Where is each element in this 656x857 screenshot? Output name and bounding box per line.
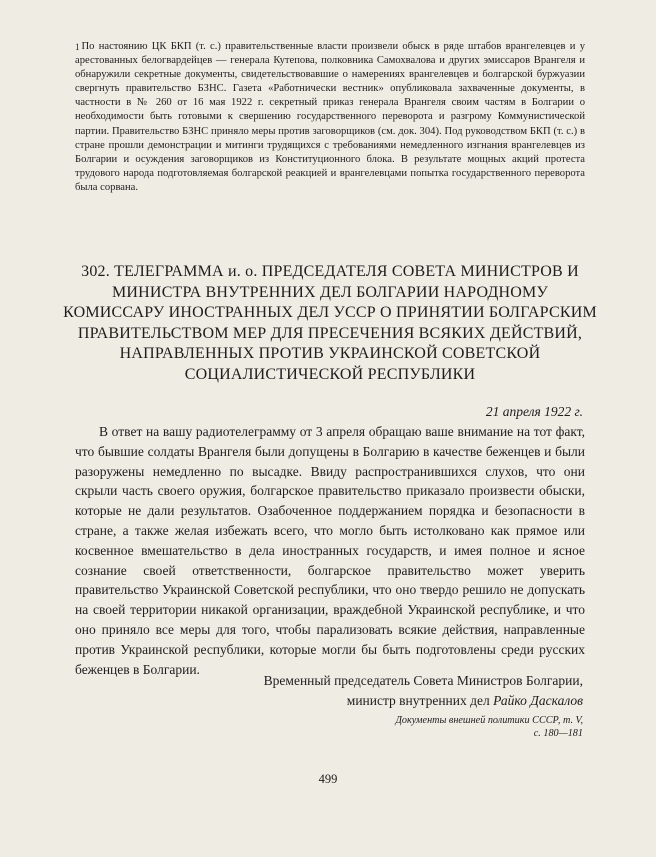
source-line-2: с. 180—181 <box>533 728 583 739</box>
telegram-body: В ответ на вашу радиотелеграмму от 3 апреля обращаю ваше внимание на тот факт, что бывшие солдаты Врангеля были допущены в Болгарию в качестве беженцев и были разоружены немедленно по высадке. Ввиду распространившихся слухов, что они скрыли часть своего оружия, болгарское правительство приказало произвести обыски, которые не дали результатов. Озабоченное поддержанием порядка и безопасности в стране, а также желая избежать всего, что могло быть истолковано как прямое или косвенное вмешательство в дела иностранных государств, и имея полное и ясное сознание своей ответственности, болгарское правительство может уверить правительство Украинской Советской республики, что оно твердо решило не допускать на своей территории никакой организации, враждебной Украинской республике, и что оно приняло все меры для того, чтобы парализовать всякие действия, направленные против Украинской республики, которые могли бы быть подготовлены среди русских беженцев в Болгарии. <box>75 424 585 677</box>
source-citation <box>283 714 583 740</box>
signature-block <box>153 671 583 711</box>
page-number: 499 <box>318 772 338 786</box>
signature-name: Райко Даскалов <box>493 692 583 708</box>
footnote-mark: 1 <box>75 42 80 52</box>
signature-line-2 <box>153 691 583 711</box>
footnote <box>75 40 585 195</box>
footnote-text: По настоянию ЦК БКП (т. с.) правительственные власти произвели обыск в ряде штабов врангелевцев и у арестованных белогвардейцев — генерала Кутепова, полковника Самохвалова и других эмиссаров Врангеля и обнаружили секретные документы, свидетельствовавшие о намерениях врангелевцев и болгарской буржуазии свергнуть правительство БЗНС. Газета «Работнически вестник» опубликовала захваченные документы, в частности в № 260 от 16 мая 1922 г. секретный приказ генерала Врангеля своим частям в Болгарии о необходимости быть готовыми к свершению государственного переворота и разгрому Коммунистической партии. Правительство БЗНС приняло меры против заговорщиков (см. док. 304). Под руководством БКП (т. с.) в стране прошли демонстрации и митинги трудящихся с требованиями немедленного изгнания врангелевцев из Болгарии и осуждения заговорщиков из Конституционного блока. В результате мощных акций протеста трудового народа подготовляемая болгарской реакцией и врангелевцами попытка государственного переворота была сорвана. <box>75 41 585 193</box>
signature-position: министр внутренних дел <box>346 692 490 708</box>
document-date: 21 апреля 1922 г. <box>485 404 583 419</box>
source-line-1: Документы внешней политики СССР, т. V, <box>395 715 583 726</box>
signature-line-1: Временный председатель Совета Министров Болгарии, <box>263 673 583 688</box>
document-heading: 302. ТЕЛЕГРАММА и. о. ПРЕДСЕДАТЕЛЯ СОВЕТА МИНИСТРОВ И МИНИСТРА ВНУТРЕННИХ ДЕЛ БОЛГАРИИ НАРОДНОМУ КОМИССАРУ ИНОСТРАННЫХ ДЕЛ УССР О ПРИНЯТИИ БОЛГАРСКИМ ПРАВИТЕЛЬСТВОМ МЕР ДЛЯ ПРЕСЕЧЕНИЯ ВСЯКИХ ДЕЙСТВИЙ, НАПРАВЛЕННЫХ ПРОТИВ УКРАИНСКОЙ СОВЕТСКОЙ СОЦИАЛИСТИЧЕСКОЙ РЕСПУБЛИКИ <box>63 263 597 383</box>
